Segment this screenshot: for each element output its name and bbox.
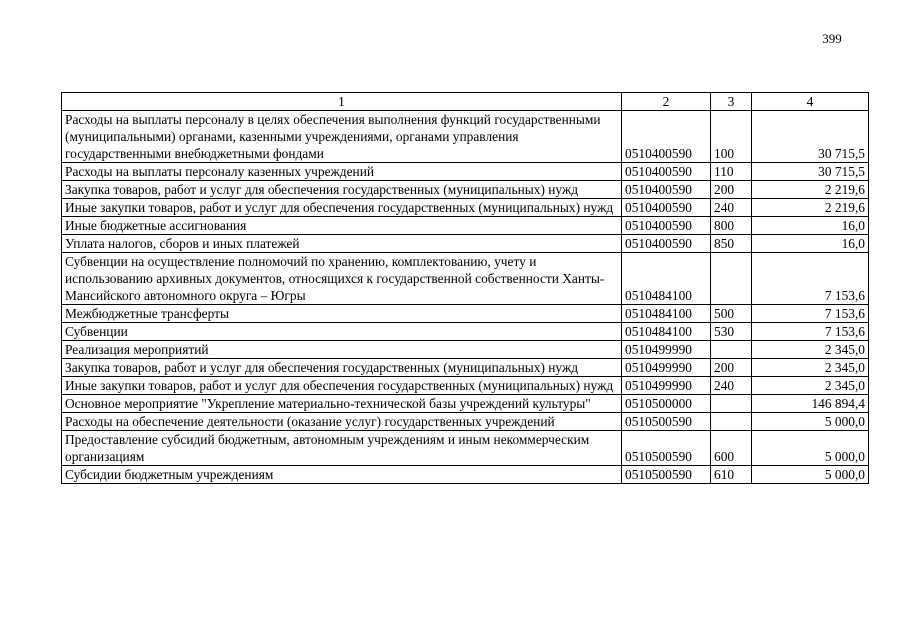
- row-sum: 16,0: [752, 217, 869, 235]
- row-code: 0510500590: [622, 466, 711, 484]
- row-sum: 2 219,6: [752, 199, 869, 217]
- row-name: Расходы на выплаты персоналу в целях обеспечения выполнения функций государственными (муниципальными) органами, казенными учреждениями, органами управления государственными внебюджетными фондами: [62, 111, 622, 163]
- table-row: [62, 253, 869, 305]
- row-code: 0510400590: [622, 181, 711, 199]
- row-name: Предоставление субсидий бюджетным, автономным учреждениям и иным некоммерческим организациям: [62, 431, 622, 466]
- row-name: Иные закупки товаров, работ и услуг для обеспечения государственных (муниципальных) нужд: [62, 199, 622, 217]
- table-row: [62, 413, 869, 431]
- row-code: 0510500590: [622, 431, 711, 466]
- row-sum: 2 345,0: [752, 377, 869, 395]
- row-type: [711, 341, 752, 359]
- row-sum: 16,0: [752, 235, 869, 253]
- row-code: 0510400590: [622, 217, 711, 235]
- row-name: Субсидии бюджетным учреждениям: [62, 466, 622, 484]
- row-name: Закупка товаров, работ и услуг для обеспечения государственных (муниципальных) нужд: [62, 181, 622, 199]
- row-type: 800: [711, 217, 752, 235]
- table-row: [62, 466, 869, 484]
- row-type: 110: [711, 163, 752, 181]
- row-name: Расходы на выплаты персоналу казенных учреждений: [62, 163, 622, 181]
- column-header-code: 2: [622, 93, 711, 111]
- row-name: Реализация мероприятий: [62, 341, 622, 359]
- row-code: 0510484100: [622, 323, 711, 341]
- row-code: 0510500590: [622, 413, 711, 431]
- page-number: 399: [822, 31, 842, 46]
- table-row: [62, 199, 869, 217]
- row-name: Субвенции: [62, 323, 622, 341]
- table-row: [62, 217, 869, 235]
- header-row: [62, 93, 869, 111]
- row-type: 500: [711, 305, 752, 323]
- row-code: 0510499990: [622, 341, 711, 359]
- table-row: [62, 395, 869, 413]
- table-row: [62, 111, 869, 163]
- row-name: Уплата налогов, сборов и иных платежей: [62, 235, 622, 253]
- row-sum: 146 894,4: [752, 395, 869, 413]
- table-row: [62, 377, 869, 395]
- row-code: 0510500000: [622, 395, 711, 413]
- row-type: 600: [711, 431, 752, 466]
- table-row: [62, 323, 869, 341]
- row-type: [711, 413, 752, 431]
- row-sum: 30 715,5: [752, 163, 869, 181]
- row-sum: 7 153,6: [752, 305, 869, 323]
- row-name: Субвенции на осуществление полномочий по хранению, комплектованию, учету и использованию архивных документов, относящихся к государственной собственности Ханты-Мансийского автономного округа – Югры: [62, 253, 622, 305]
- row-code: 0510484100: [622, 253, 711, 305]
- row-type: [711, 253, 752, 305]
- budget-table: [61, 92, 869, 484]
- row-sum: 30 715,5: [752, 111, 869, 163]
- row-name: Расходы на обеспечение деятельности (оказание услуг) государственных учреждений: [62, 413, 622, 431]
- row-sum: 5 000,0: [752, 466, 869, 484]
- row-type: 240: [711, 377, 752, 395]
- row-sum: 7 153,6: [752, 253, 869, 305]
- row-code: 0510499990: [622, 359, 711, 377]
- row-type: 240: [711, 199, 752, 217]
- table-row: [62, 341, 869, 359]
- row-name: Иные бюджетные ассигнования: [62, 217, 622, 235]
- row-code: 0510400590: [622, 199, 711, 217]
- row-name: Иные закупки товаров, работ и услуг для обеспечения государственных (муниципальных) нужд: [62, 377, 622, 395]
- column-header-sum: 4: [752, 93, 869, 111]
- row-sum: 7 153,6: [752, 323, 869, 341]
- row-code: 0510400590: [622, 111, 711, 163]
- row-code: 0510499990: [622, 377, 711, 395]
- table-row: [62, 181, 869, 199]
- row-code: 0510400590: [622, 235, 711, 253]
- table-row: [62, 359, 869, 377]
- row-sum: 2 345,0: [752, 359, 869, 377]
- row-type: 100: [711, 111, 752, 163]
- row-name: Основное мероприятие "Укрепление материально-технической базы учреждений культуры": [62, 395, 622, 413]
- row-type: [711, 395, 752, 413]
- row-sum: 2 219,6: [752, 181, 869, 199]
- column-header-type: 3: [711, 93, 752, 111]
- row-name: Межбюджетные трансферты: [62, 305, 622, 323]
- row-code: 0510484100: [622, 305, 711, 323]
- table-row: [62, 163, 869, 181]
- table-row: [62, 431, 869, 466]
- row-name: Закупка товаров, работ и услуг для обеспечения государственных (муниципальных) нужд: [62, 359, 622, 377]
- row-sum: 5 000,0: [752, 413, 869, 431]
- column-header-name: 1: [62, 93, 622, 111]
- table-row: [62, 235, 869, 253]
- row-type: 530: [711, 323, 752, 341]
- row-type: 200: [711, 359, 752, 377]
- row-code: 0510400590: [622, 163, 711, 181]
- row-sum: 5 000,0: [752, 431, 869, 466]
- row-sum: 2 345,0: [752, 341, 869, 359]
- row-type: 200: [711, 181, 752, 199]
- row-type: 610: [711, 466, 752, 484]
- row-type: 850: [711, 235, 752, 253]
- table-row: [62, 305, 869, 323]
